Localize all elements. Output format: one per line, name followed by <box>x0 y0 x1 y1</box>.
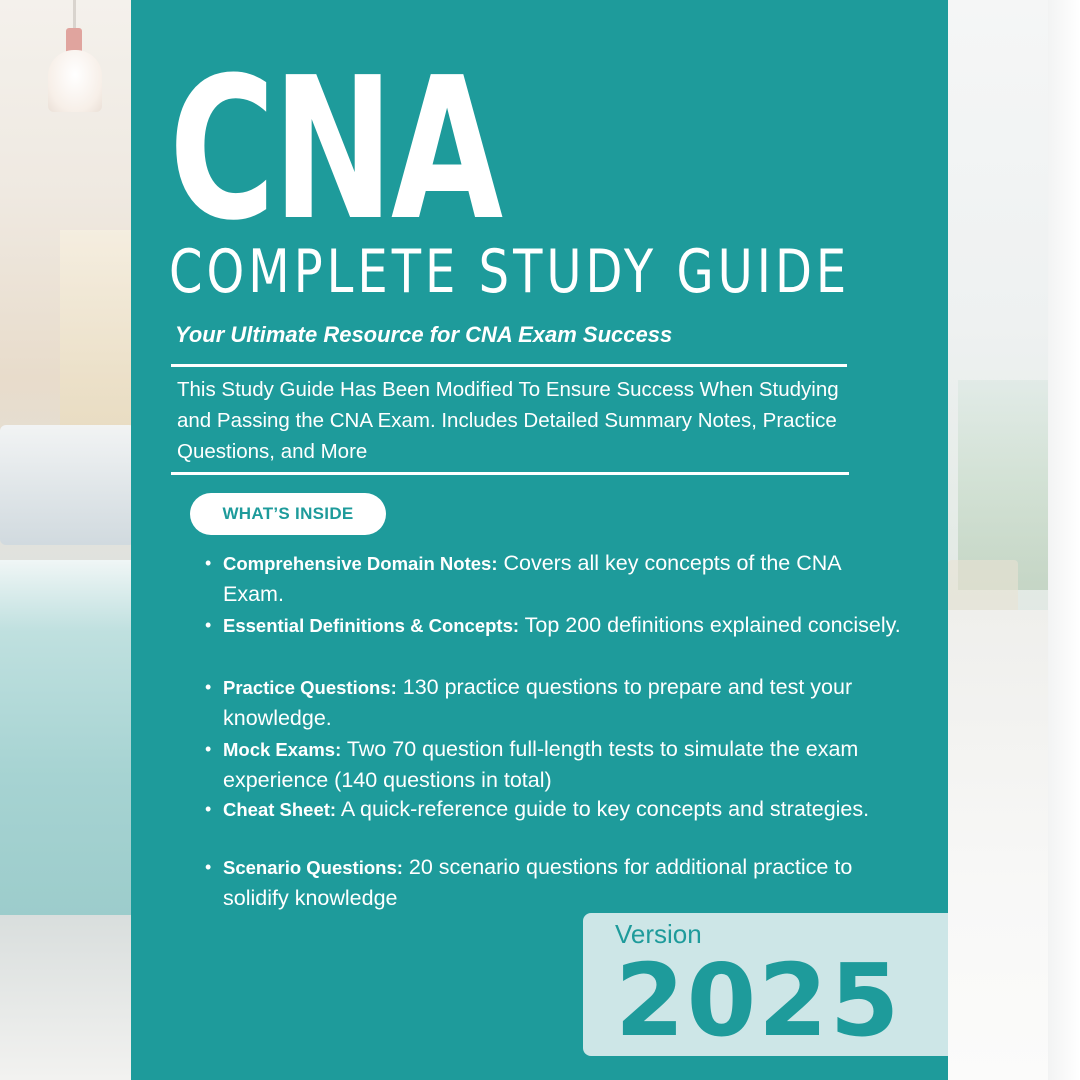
background-monitor <box>0 425 135 545</box>
feature-item <box>203 794 903 825</box>
feature-label: Scenario Questions: <box>223 857 403 878</box>
feature-item <box>203 734 903 796</box>
version-label: Version <box>615 919 702 949</box>
whats-inside-badge: WHAT’S INSIDE <box>190 493 386 535</box>
feature-label: Comprehensive Domain Notes: <box>223 553 498 574</box>
pendant-lamp <box>48 50 102 112</box>
feature-text: Covers all key concepts of the CNA Exam. <box>223 551 841 606</box>
version-badge <box>583 913 948 1059</box>
feature-text: 130 practice questions to prepare and test your knowledge. <box>223 675 853 730</box>
feature-item <box>203 548 903 610</box>
feature-item <box>203 852 903 914</box>
feature-label: Mock Exams: <box>223 739 342 760</box>
background-window <box>60 230 135 430</box>
background-right-hallway <box>948 0 1080 1080</box>
cover-tagline: Your Ultimate Resource for CNA Exam Success <box>175 322 673 347</box>
feature-text: 20 scenario questions for additional practice to solidify knowledge <box>223 855 853 910</box>
cover-description: This Study Guide Has Been Modified To Ensure Success When Studying and Passing the CNA Exam. Includes Detailed Summary Notes, Practice Questions, and More <box>177 378 839 463</box>
feature-text: A quick-reference guide to key concepts and strategies. <box>336 797 870 821</box>
cover-title: CNA <box>169 36 501 264</box>
feature-label: Practice Questions: <box>223 677 397 698</box>
divider-top <box>171 364 847 367</box>
reception-desk <box>0 560 131 920</box>
cover-subtitle: COMPLETE STUDY GUIDE <box>169 237 851 307</box>
feature-item <box>203 610 903 641</box>
feature-text: Top 200 definitions explained concisely. <box>519 613 901 637</box>
background-column <box>1048 0 1080 1080</box>
feature-item <box>203 672 903 734</box>
version-year: 2025 <box>615 942 902 1059</box>
feature-label: Cheat Sheet: <box>223 799 337 820</box>
background-left-clinic <box>0 0 131 1080</box>
feature-label: Essential Definitions & Concepts: <box>223 615 520 636</box>
feature-text: Two 70 question full-length tests to simulate the exam experience (140 questions in total) <box>223 737 859 792</box>
background-floor-left <box>0 915 131 1080</box>
divider-bottom <box>171 472 849 475</box>
